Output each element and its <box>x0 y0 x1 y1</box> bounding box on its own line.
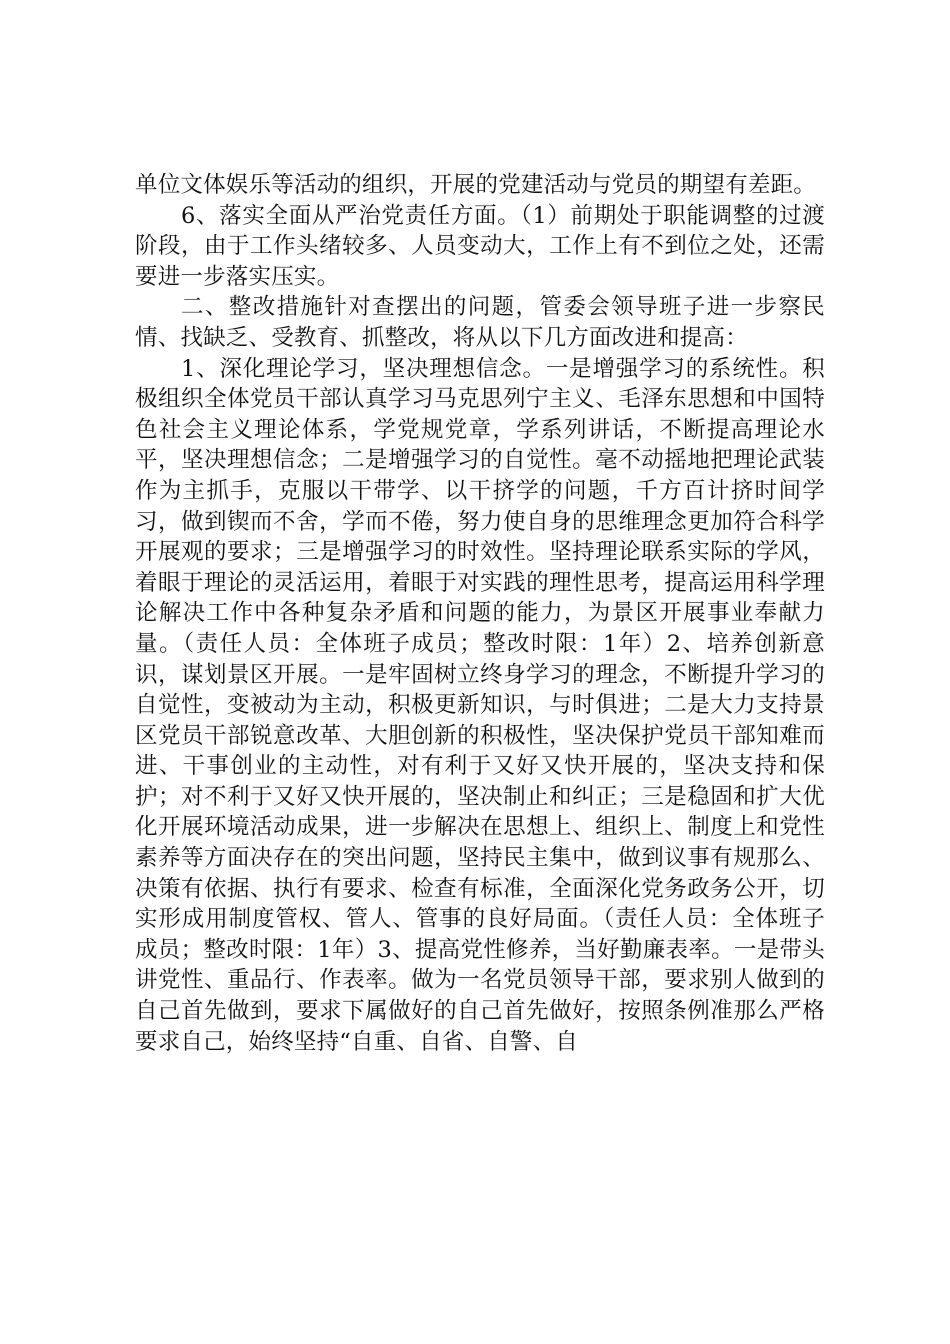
paragraph-rectification-measures: 二、整改措施针对查摆出的问题，管委会领导班子进一步察民情、找缺乏、受教育、抓整改，将从以下几方面改进和提高： <box>135 294 825 351</box>
paragraph-party-responsibility: 6、落实全面从严治党责任方面。（1）前期处于职能调整的过渡阶段，由于工作头绪较多、人员变动大，工作上有不到位之处，还需要进一步落实压实。 <box>135 202 825 290</box>
paragraph-continuation: 单位文体娱乐等活动的组织，开展的党建活动与党员的期望有差距。 <box>135 172 817 198</box>
document-body <box>135 170 825 1057</box>
paragraph-theory-study: 1、深化理论学习，坚决理想信念。一是增强学习的系统性。积极组织全体党员干部认真学习马克思列宁主义、毛泽东思想和中国特色社会主义理论体系，学党规党章，学系列讲话，不断提高理论水平，坚决理想信念；二是增强学习的自觉性。毫不动摇地把理论武装作为主抓手，克服以干带学、以干挤学的问题，千方百计挤时间学习，做到锲而不舍，学而不倦，努力使自身的思维理念更加符合科学开展观的要求；三是增强学习的时效性。坚持理论联系实际的学风，着眼于理论的灵活运用，着眼于对实践的理性思考，提高运用科学理论解决工作中各种复杂矛盾和问题的能力，为景区开展事业奉献力量。（责任人员：全体班子成员；整改时限：1年）2、培养创新意识，谋划景区开展。一是牢固树立终身学习的理念，不断提升学习的自觉性，变被动为主动，积极更新知识，与时俱进；二是大力支持景区党员干部锐意改革、大胆创新的积极性，坚决保护党员干部知难而进、干事创业的主动性，对有利于又好又快开展的，坚决支持和保护；对不利于又好又快开展的，坚决制止和纠正；三是稳固和扩大优化开展环境活动成果，进一步解决在思想上、组织上、制度上和党性素养等方面决存在的突出问题，坚持民主集中，做到议事有规那么、决策有依据、执行有要求、检查有标准，全面深化党务政务公开，切实形成用制度管权、管人、管事的良好局面。（责任人员：全体班子成员；整改时限：1年）3、提高党性修养，当好勤廉表率。一是带头讲党性、重品行、作表率。做为一名党员领导干部，要求别人做到的自己首先做到，要求下属做好的自己首先做好，按照条例准那么严格要求自己，始终坚持“自重、自省、自警、自 <box>135 355 825 1055</box>
